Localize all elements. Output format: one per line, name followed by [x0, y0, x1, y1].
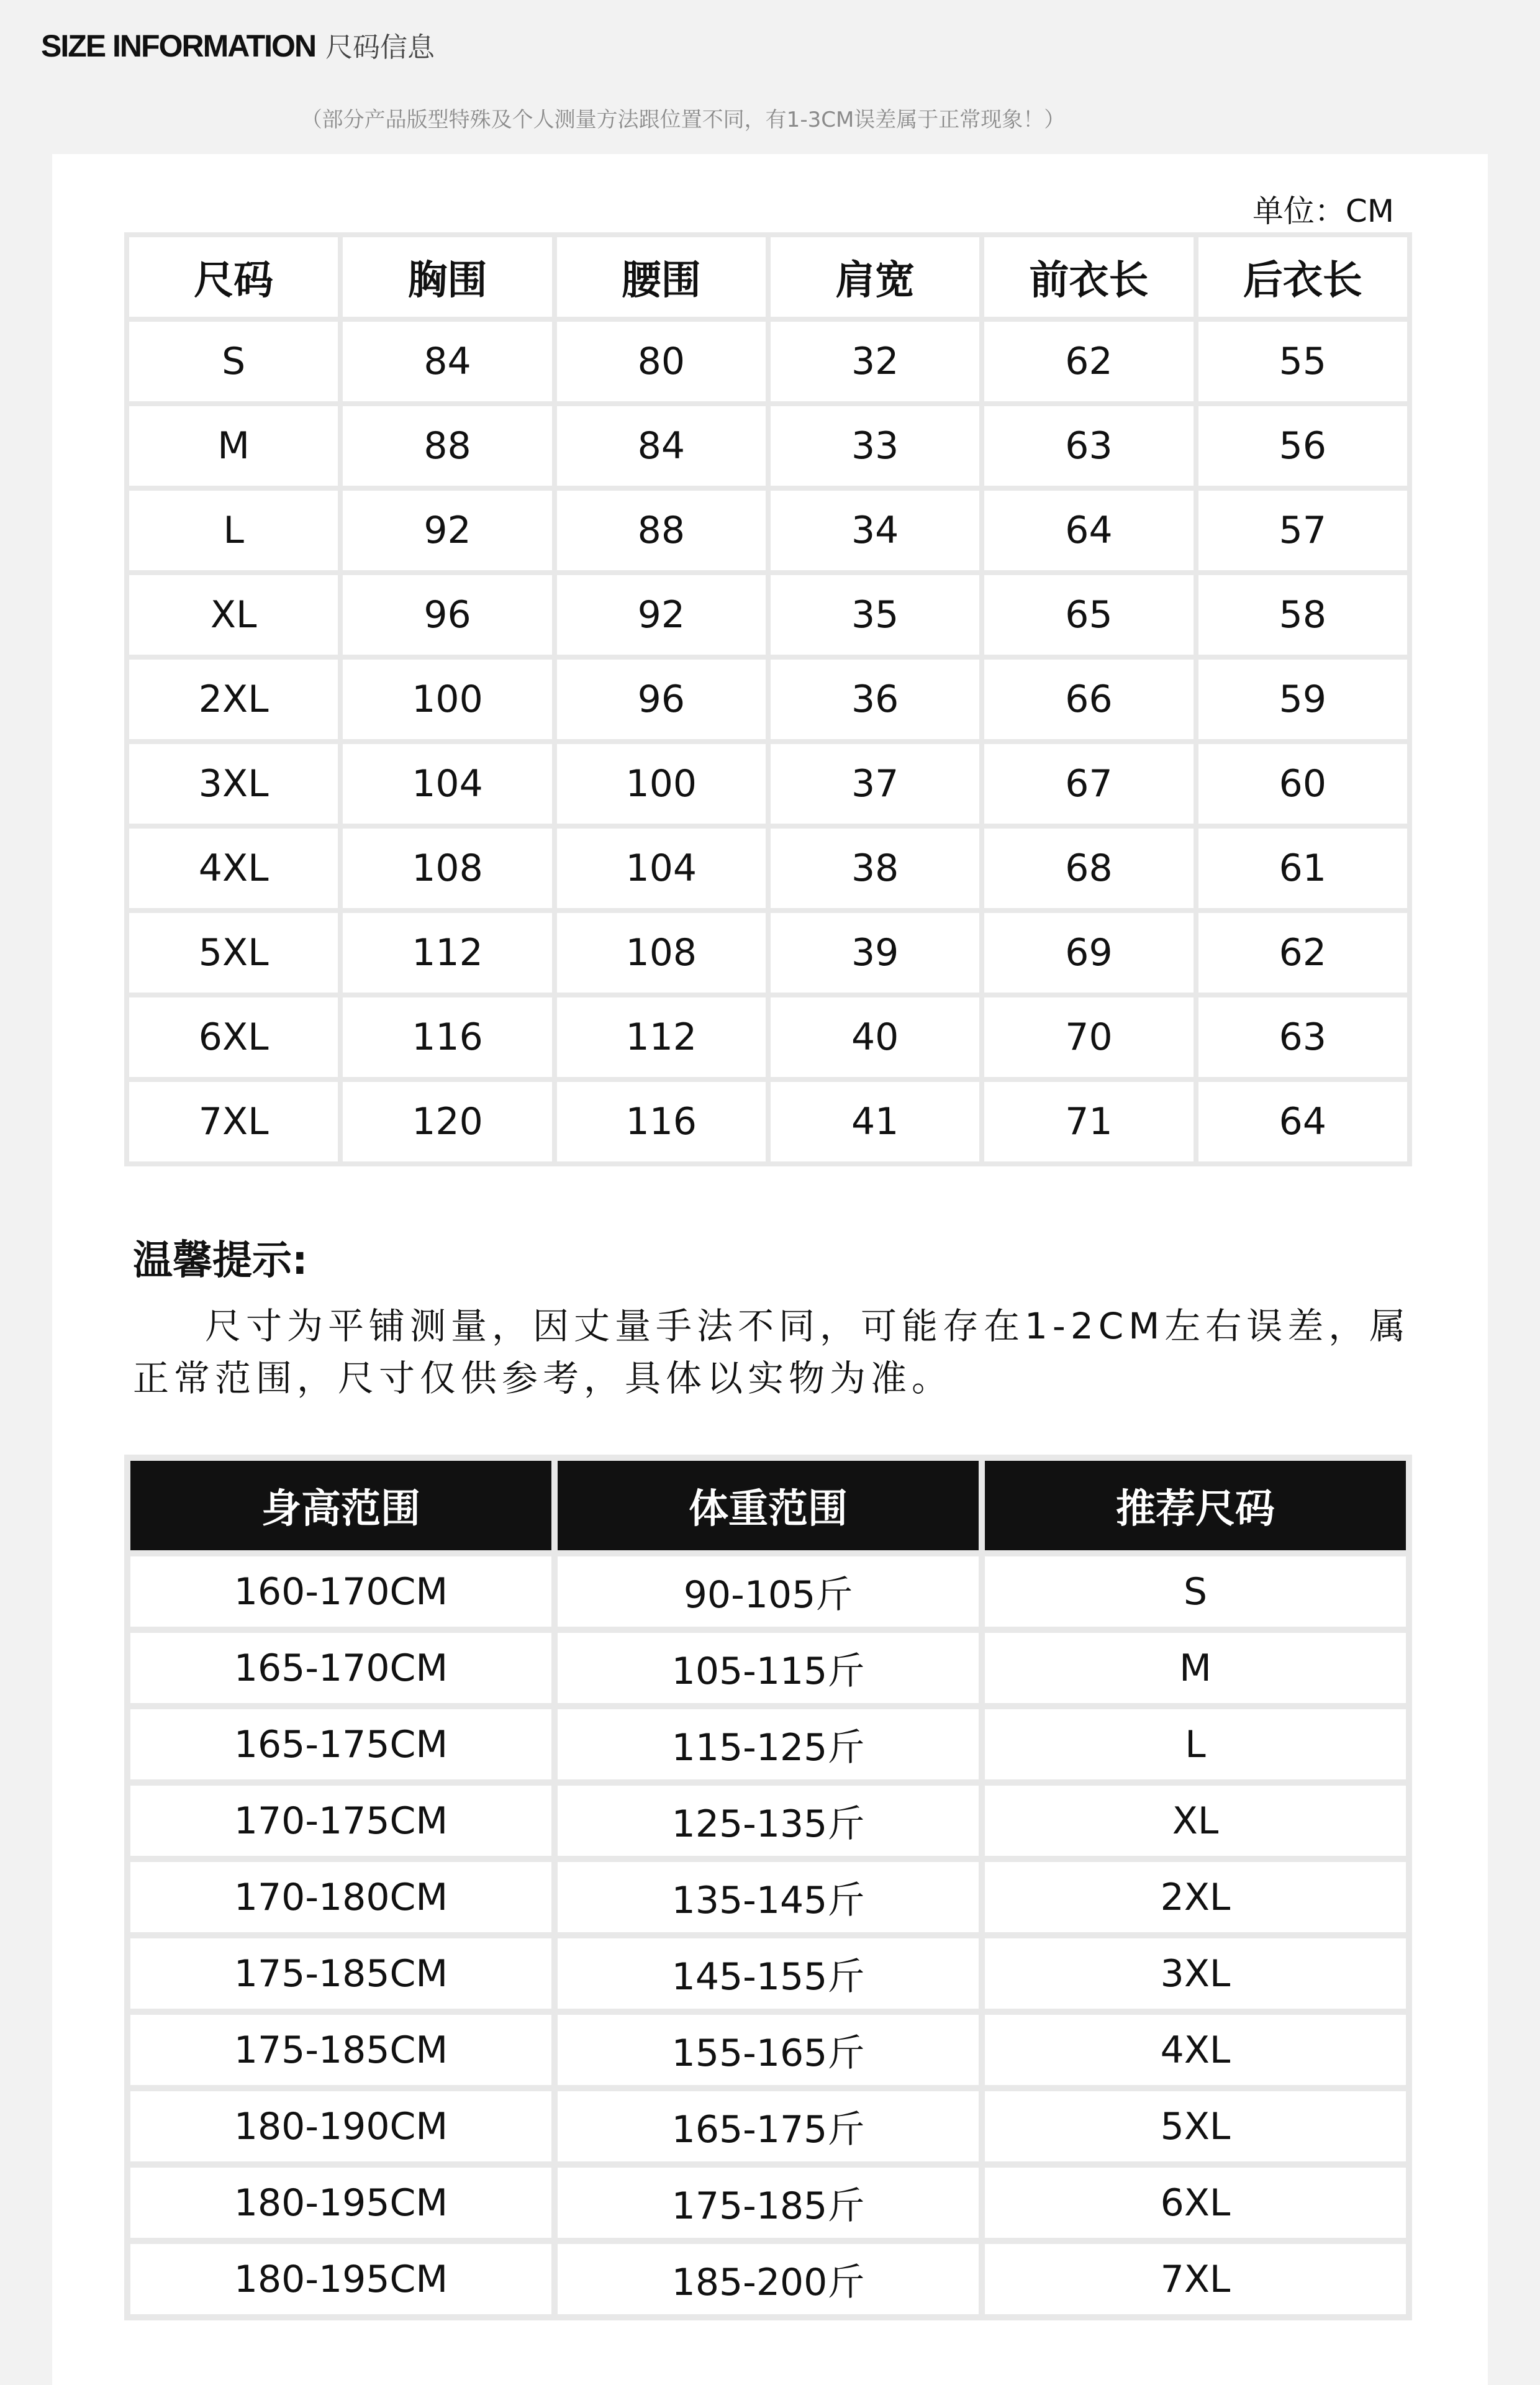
- size-table-cell: 59: [1198, 660, 1407, 739]
- size-table-row: [129, 575, 1407, 655]
- size-table-cell: 100: [343, 660, 551, 739]
- recommend-table-cell: 7XL: [985, 2244, 1406, 2314]
- recommend-table-header-cell: 推荐尺码: [985, 1461, 1406, 1550]
- size-table-cell: 92: [343, 491, 551, 570]
- size-table-cell: 116: [343, 997, 551, 1077]
- size-table-cell: XL: [129, 575, 338, 655]
- size-table-cell: 37: [771, 744, 979, 824]
- page-title-english: SIZE INFORMATION: [41, 29, 316, 63]
- recommend-table-row: [130, 1556, 1406, 1627]
- recommend-table-cell: 170-180CM: [130, 1862, 551, 1932]
- recommend-table-cell: XL: [985, 1786, 1406, 1856]
- recommend-table-cell: 125-135斤: [558, 1786, 979, 1856]
- recommend-table-cell: 160-170CM: [130, 1556, 551, 1627]
- size-table-header-cell: 前衣长: [984, 237, 1193, 317]
- recommend-table-cell: 3XL: [985, 1938, 1406, 2009]
- size-table-row: [129, 406, 1407, 486]
- size-table-cell: 100: [557, 744, 766, 824]
- recommend-table-cell: 135-145斤: [558, 1862, 979, 1932]
- size-table-cell: 88: [557, 491, 766, 570]
- size-table-cell: 61: [1198, 829, 1407, 908]
- tips-text: 尺寸为平铺测量，因丈量手法不同，可能存在1-2CM左右误差，属正常范围，尺寸仅供参考，具体以实物为准。: [133, 1305, 1411, 1399]
- recommend-table-row: [130, 1938, 1406, 2009]
- size-table-cell: 104: [343, 744, 551, 824]
- size-table-cell: 33: [771, 406, 979, 486]
- recommend-table-row: [130, 2091, 1406, 2161]
- unit-label: 单位：CM: [1252, 193, 1394, 229]
- size-table-row: [129, 829, 1407, 908]
- size-table-cell: 6XL: [129, 997, 338, 1077]
- size-table-cell: 68: [984, 829, 1193, 908]
- recommend-table-cell: 175-185CM: [130, 1938, 551, 2009]
- size-table-cell: 62: [984, 322, 1193, 401]
- recommend-table-cell: 165-175斤: [558, 2091, 979, 2161]
- recommend-table-cell: 170-175CM: [130, 1786, 551, 1856]
- size-table-cell: 84: [557, 406, 766, 486]
- recommend-table-cell: 165-170CM: [130, 1633, 551, 1703]
- content-card: [52, 154, 1488, 2385]
- size-table-cell: L: [129, 491, 338, 570]
- recommend-table-cell: 175-185斤: [558, 2168, 979, 2238]
- recommend-table-row: [130, 1633, 1406, 1703]
- recommend-table-row: [130, 2244, 1406, 2314]
- size-table-cell: 60: [1198, 744, 1407, 824]
- size-table-cell: 112: [557, 997, 766, 1077]
- size-table-cell: 66: [984, 660, 1193, 739]
- page-title-chinese: 尺码信息: [325, 32, 435, 63]
- recommend-table-cell: 115-125斤: [558, 1709, 979, 1779]
- size-table-cell: 108: [343, 829, 551, 908]
- size-table-cell: 84: [343, 322, 551, 401]
- recommend-table-cell: 145-155斤: [558, 1938, 979, 2009]
- recommend-table-cell: 5XL: [985, 2091, 1406, 2161]
- recommend-table-cell: 185-200斤: [558, 2244, 979, 2314]
- size-table-cell: 70: [984, 997, 1193, 1077]
- recommend-table-cell: 180-195CM: [130, 2244, 551, 2314]
- recommend-table-cell: 90-105斤: [558, 1556, 979, 1627]
- size-table-cell: 5XL: [129, 913, 338, 993]
- recommend-table-row: [130, 1709, 1406, 1779]
- size-table-cell: S: [129, 322, 338, 401]
- measurement-note: （部分产品版型特殊及个人测量方法跟位置不同，有1-3CM误差属于正常现象！）: [301, 107, 1066, 132]
- recommend-table-cell: 6XL: [985, 2168, 1406, 2238]
- size-table-row: [129, 744, 1407, 824]
- size-table-cell: 69: [984, 913, 1193, 993]
- size-table-cell: 7XL: [129, 1082, 338, 1161]
- size-table-row: [129, 913, 1407, 993]
- recommend-table-cell: 180-195CM: [130, 2168, 551, 2238]
- size-table-row: [129, 997, 1407, 1077]
- size-table-cell: 63: [1198, 997, 1407, 1077]
- size-table-header-cell: 胸围: [343, 237, 551, 317]
- recommend-table-cell: 155-165斤: [558, 2015, 979, 2085]
- recommend-table-cell: L: [985, 1709, 1406, 1779]
- recommend-table-cell: 105-115斤: [558, 1633, 979, 1703]
- recommend-table-header-cell: 身高范围: [130, 1461, 551, 1550]
- size-table-cell: 38: [771, 829, 979, 908]
- size-table-cell: 67: [984, 744, 1193, 824]
- page-title: [41, 25, 435, 62]
- size-table-cell: 64: [1198, 1082, 1407, 1161]
- size-table-row: [129, 491, 1407, 570]
- size-table-cell: 2XL: [129, 660, 338, 739]
- size-table-row: [129, 322, 1407, 401]
- recommend-table-header-row: [130, 1461, 1406, 1550]
- size-table-cell: 92: [557, 575, 766, 655]
- size-table-cell: 108: [557, 913, 766, 993]
- size-recommendation-table: [124, 1455, 1412, 2320]
- size-table-header-cell: 后衣长: [1198, 237, 1407, 317]
- recommend-table-header-cell: 体重范围: [558, 1461, 979, 1550]
- size-table-cell: 104: [557, 829, 766, 908]
- size-table-cell: M: [129, 406, 338, 486]
- size-table-header-cell: 肩宽: [771, 237, 979, 317]
- recommend-table-row: [130, 1786, 1406, 1856]
- recommend-table-cell: S: [985, 1556, 1406, 1627]
- size-table-cell: 71: [984, 1082, 1193, 1161]
- recommend-table-row: [130, 2015, 1406, 2085]
- size-table-cell: 88: [343, 406, 551, 486]
- size-table-cell: 65: [984, 575, 1193, 655]
- size-table-cell: 57: [1198, 491, 1407, 570]
- size-table-cell: 3XL: [129, 744, 338, 824]
- size-table-row: [129, 660, 1407, 739]
- size-table-cell: 55: [1198, 322, 1407, 401]
- size-table-cell: 96: [557, 660, 766, 739]
- size-table-cell: 63: [984, 406, 1193, 486]
- size-table-cell: 64: [984, 491, 1193, 570]
- recommend-table-row: [130, 1862, 1406, 1932]
- size-table-cell: 58: [1198, 575, 1407, 655]
- size-table-cell: 120: [343, 1082, 551, 1161]
- size-table-cell: 34: [771, 491, 979, 570]
- size-table-cell: 40: [771, 997, 979, 1077]
- recommend-table-row: [130, 2168, 1406, 2238]
- size-chart-table: [124, 232, 1412, 1166]
- size-table-header-cell: 腰围: [557, 237, 766, 317]
- size-table-cell: 62: [1198, 913, 1407, 993]
- size-table-cell: 56: [1198, 406, 1407, 486]
- size-table-cell: 36: [771, 660, 979, 739]
- recommend-table-cell: M: [985, 1633, 1406, 1703]
- recommend-table-cell: 175-185CM: [130, 2015, 551, 2085]
- size-table-header-row: [129, 237, 1407, 317]
- size-table-row: [129, 1082, 1407, 1161]
- size-table-cell: 112: [343, 913, 551, 993]
- size-table-cell: 80: [557, 322, 766, 401]
- size-table-cell: 116: [557, 1082, 766, 1161]
- size-table-cell: 41: [771, 1082, 979, 1161]
- recommend-table-cell: 180-190CM: [130, 2091, 551, 2161]
- size-table-cell: 35: [771, 575, 979, 655]
- size-table-cell: 96: [343, 575, 551, 655]
- size-table-cell: 32: [771, 322, 979, 401]
- size-table-header-cell: 尺码: [129, 237, 338, 317]
- recommend-table-cell: 165-175CM: [130, 1709, 551, 1779]
- recommend-table-cell: 2XL: [985, 1862, 1406, 1932]
- tips-heading: 温馨提示:: [133, 1238, 308, 1284]
- recommend-table-cell: 4XL: [985, 2015, 1406, 2085]
- size-table-cell: 39: [771, 913, 979, 993]
- size-table-cell: 4XL: [129, 829, 338, 908]
